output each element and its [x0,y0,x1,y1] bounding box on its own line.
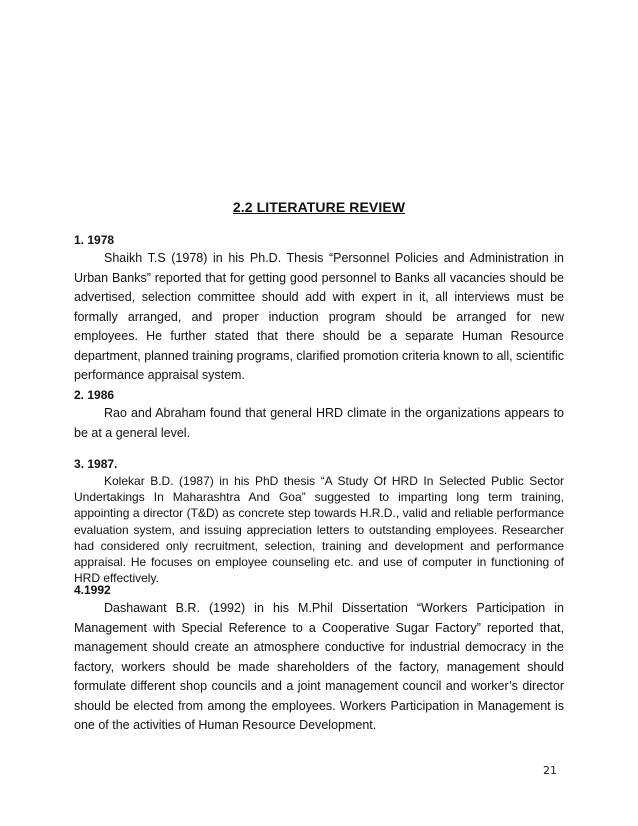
page-number: 21 [543,764,557,777]
entry-heading: 1. 1978 [74,233,115,247]
page-title: 2.2 LITERATURE REVIEW [232,199,406,215]
entry-heading: 4.1992 [74,583,111,597]
review-entry [74,232,564,386]
entry-heading: 2. 1986 [74,388,115,402]
entry-text: Kolekar B.D. (1987) in his PhD thesis “A Study Of HRD In Selected Public Sector Undertakings In Maharashtra And Goa” suggested to imparting long term training, appointing a director (T&D) as concrete step towards H.R.D., valid and reliable performance evaluation system, and issuing appreciation letters to outstanding employees. Researcher had considered only recruitment, selection, training and development and performance appraisal. He focuses on employee counseling etc. and use of computer in functioning of HRD effectively. [74,474,564,586]
review-entry [74,387,564,443]
entry-heading: 3. 1987. [74,457,118,471]
review-entry [74,582,564,736]
entry-text: Dashawant B.R. (1992) in his M.Phil Dissertation “Workers Participation in Management with Special Reference to a Cooperative Sugar Factory” reported that, management should create an atmosphere conductive for industrial democracy in the factory, workers should be made shareholders of the factory, management should formulate different shop councils and a joint management council and worker’s director should be elected from among the employees. Workers Participation in Management is one of the activities of Human Resource Development. [74,601,564,732]
review-entry [74,456,564,586]
entry-text: Shaikh T.S (1978) in his Ph.D. Thesis “Personnel Policies and Administration in Urban Banks” reported that for getting good personnel to Banks all vacancies should be advertised, selection committee should add with expert in it, all interviews must be formally arranged, and proper induction program should be arranged for new employees. He further stated that there should be a separate Human Resource department, planned training programs, clarified promotion criteria known to all, scientific performance appraisal system. [74,251,564,382]
entry-text: Rao and Abraham found that general HRD climate in the organizations appears to be at a general level. [74,406,564,440]
